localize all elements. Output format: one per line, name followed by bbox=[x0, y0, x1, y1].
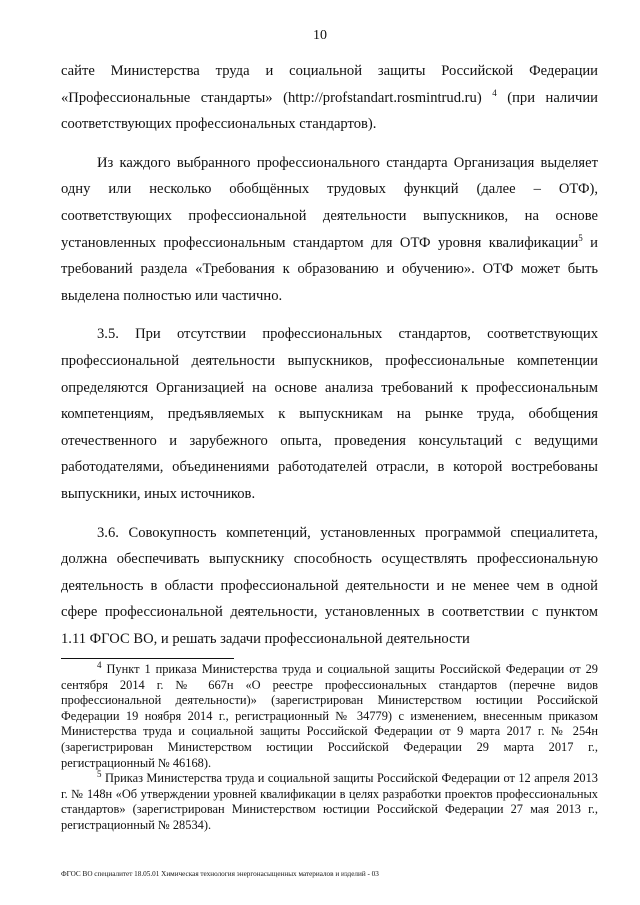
paragraph-website-reference bbox=[61, 58, 598, 138]
paragraph-3-5: 3.5. При отсутствии профессиональных стандартов, соответствующих профессиональной деятельности выпускников, профессиональные компетенции определяются Организацией на основе анализа требований к профессиональным компетенциям, предъявляемых к выпускникам на рынке труда, обобщения отечественного и зарубежного опыта, проведения консультаций с ведущими работодателями, объединениями работодателей отрасли, в которой востребованы выпускники, иных источников. bbox=[61, 326, 598, 502]
paragraph-text: (при наличии соответствующих профессиональных стандартов). bbox=[61, 89, 598, 133]
footnote-marker: 5 bbox=[97, 769, 102, 780]
paragraph-text: Из каждого выбранного профессионального стандарта Организация выделяет одну или несколько обобщённых трудовых функций (далее – ОТФ), соответствующих профессиональной деятельности выпускников, на основе установленных профессиональным стандартом для ОТФ уровня квалификации bbox=[61, 154, 598, 251]
document-footer: ФГОС ВО специалитет 18.05.01 Химическая технология энергонасыщенных материалов и изделий - 03 bbox=[61, 870, 379, 878]
footnote-5 bbox=[61, 771, 598, 833]
footnote-text: Пункт 1 приказа Министерства труда и социальной защиты Российской Федерации от 29 сентября 2014 г. № 667н «О реестре профессиональных стандартов (перечне видов профессиональной деятельности)» (зарегистрирован Министерством юстиции Российской Федерации 19 ноября 2014 г., регистрационный № 34779) с изменением, внесенным приказом Министерства труда и социальной защиты Российской Федерации от 9 марта 2017 г. № 254н (зарегистрирован Министерством юстиции Российской Федерации 29 марта 2017 г., регистрационный № 46168). bbox=[61, 662, 598, 770]
main-text bbox=[61, 58, 598, 664]
paragraph-text: и требований раздела «Требования к образованию и обучению». ОТФ может быть выделена полностью или частично. bbox=[61, 234, 598, 304]
footnote-4 bbox=[61, 659, 598, 771]
paragraph-3-6: 3.6. Совокупность компетенций, установленных программой специалитета, должна обеспечивать выпускнику способность осуществлять профессиональную деятельность в области профессиональной деятельности и не менее чем в одной сфере профессиональной деятельности, установленных в соответствии с пунктом 1.11 ФГОС ВО, и решать задачи профессиональной деятельности bbox=[61, 524, 598, 647]
footnotes bbox=[61, 659, 598, 834]
footnote-text: Приказ Министерства труда и социальной защиты Российской Федерации от 12 апреля 2013 г. № 148н «Об утверждении уровней квалификации в целях разработки проектов профессиональных стандартов» (зарегистрирован Министерством юстиции Российской Федерации 27 мая 2013 г., регистрационный № 28534). bbox=[61, 771, 598, 832]
footnote-ref-5: 5 bbox=[578, 232, 583, 243]
footnote-ref-4: 4 bbox=[492, 87, 497, 98]
paragraph-text: сайте Министерства труда и социальной защиты Российской Федерации «Профессиональные стандарты» (http://profstandart.rosmintrud.ru) bbox=[61, 63, 598, 106]
page-number: 10 bbox=[313, 28, 327, 43]
footnote-separator bbox=[61, 658, 234, 659]
paragraph-otf-selection bbox=[61, 150, 598, 310]
footnote-marker: 4 bbox=[97, 659, 102, 670]
